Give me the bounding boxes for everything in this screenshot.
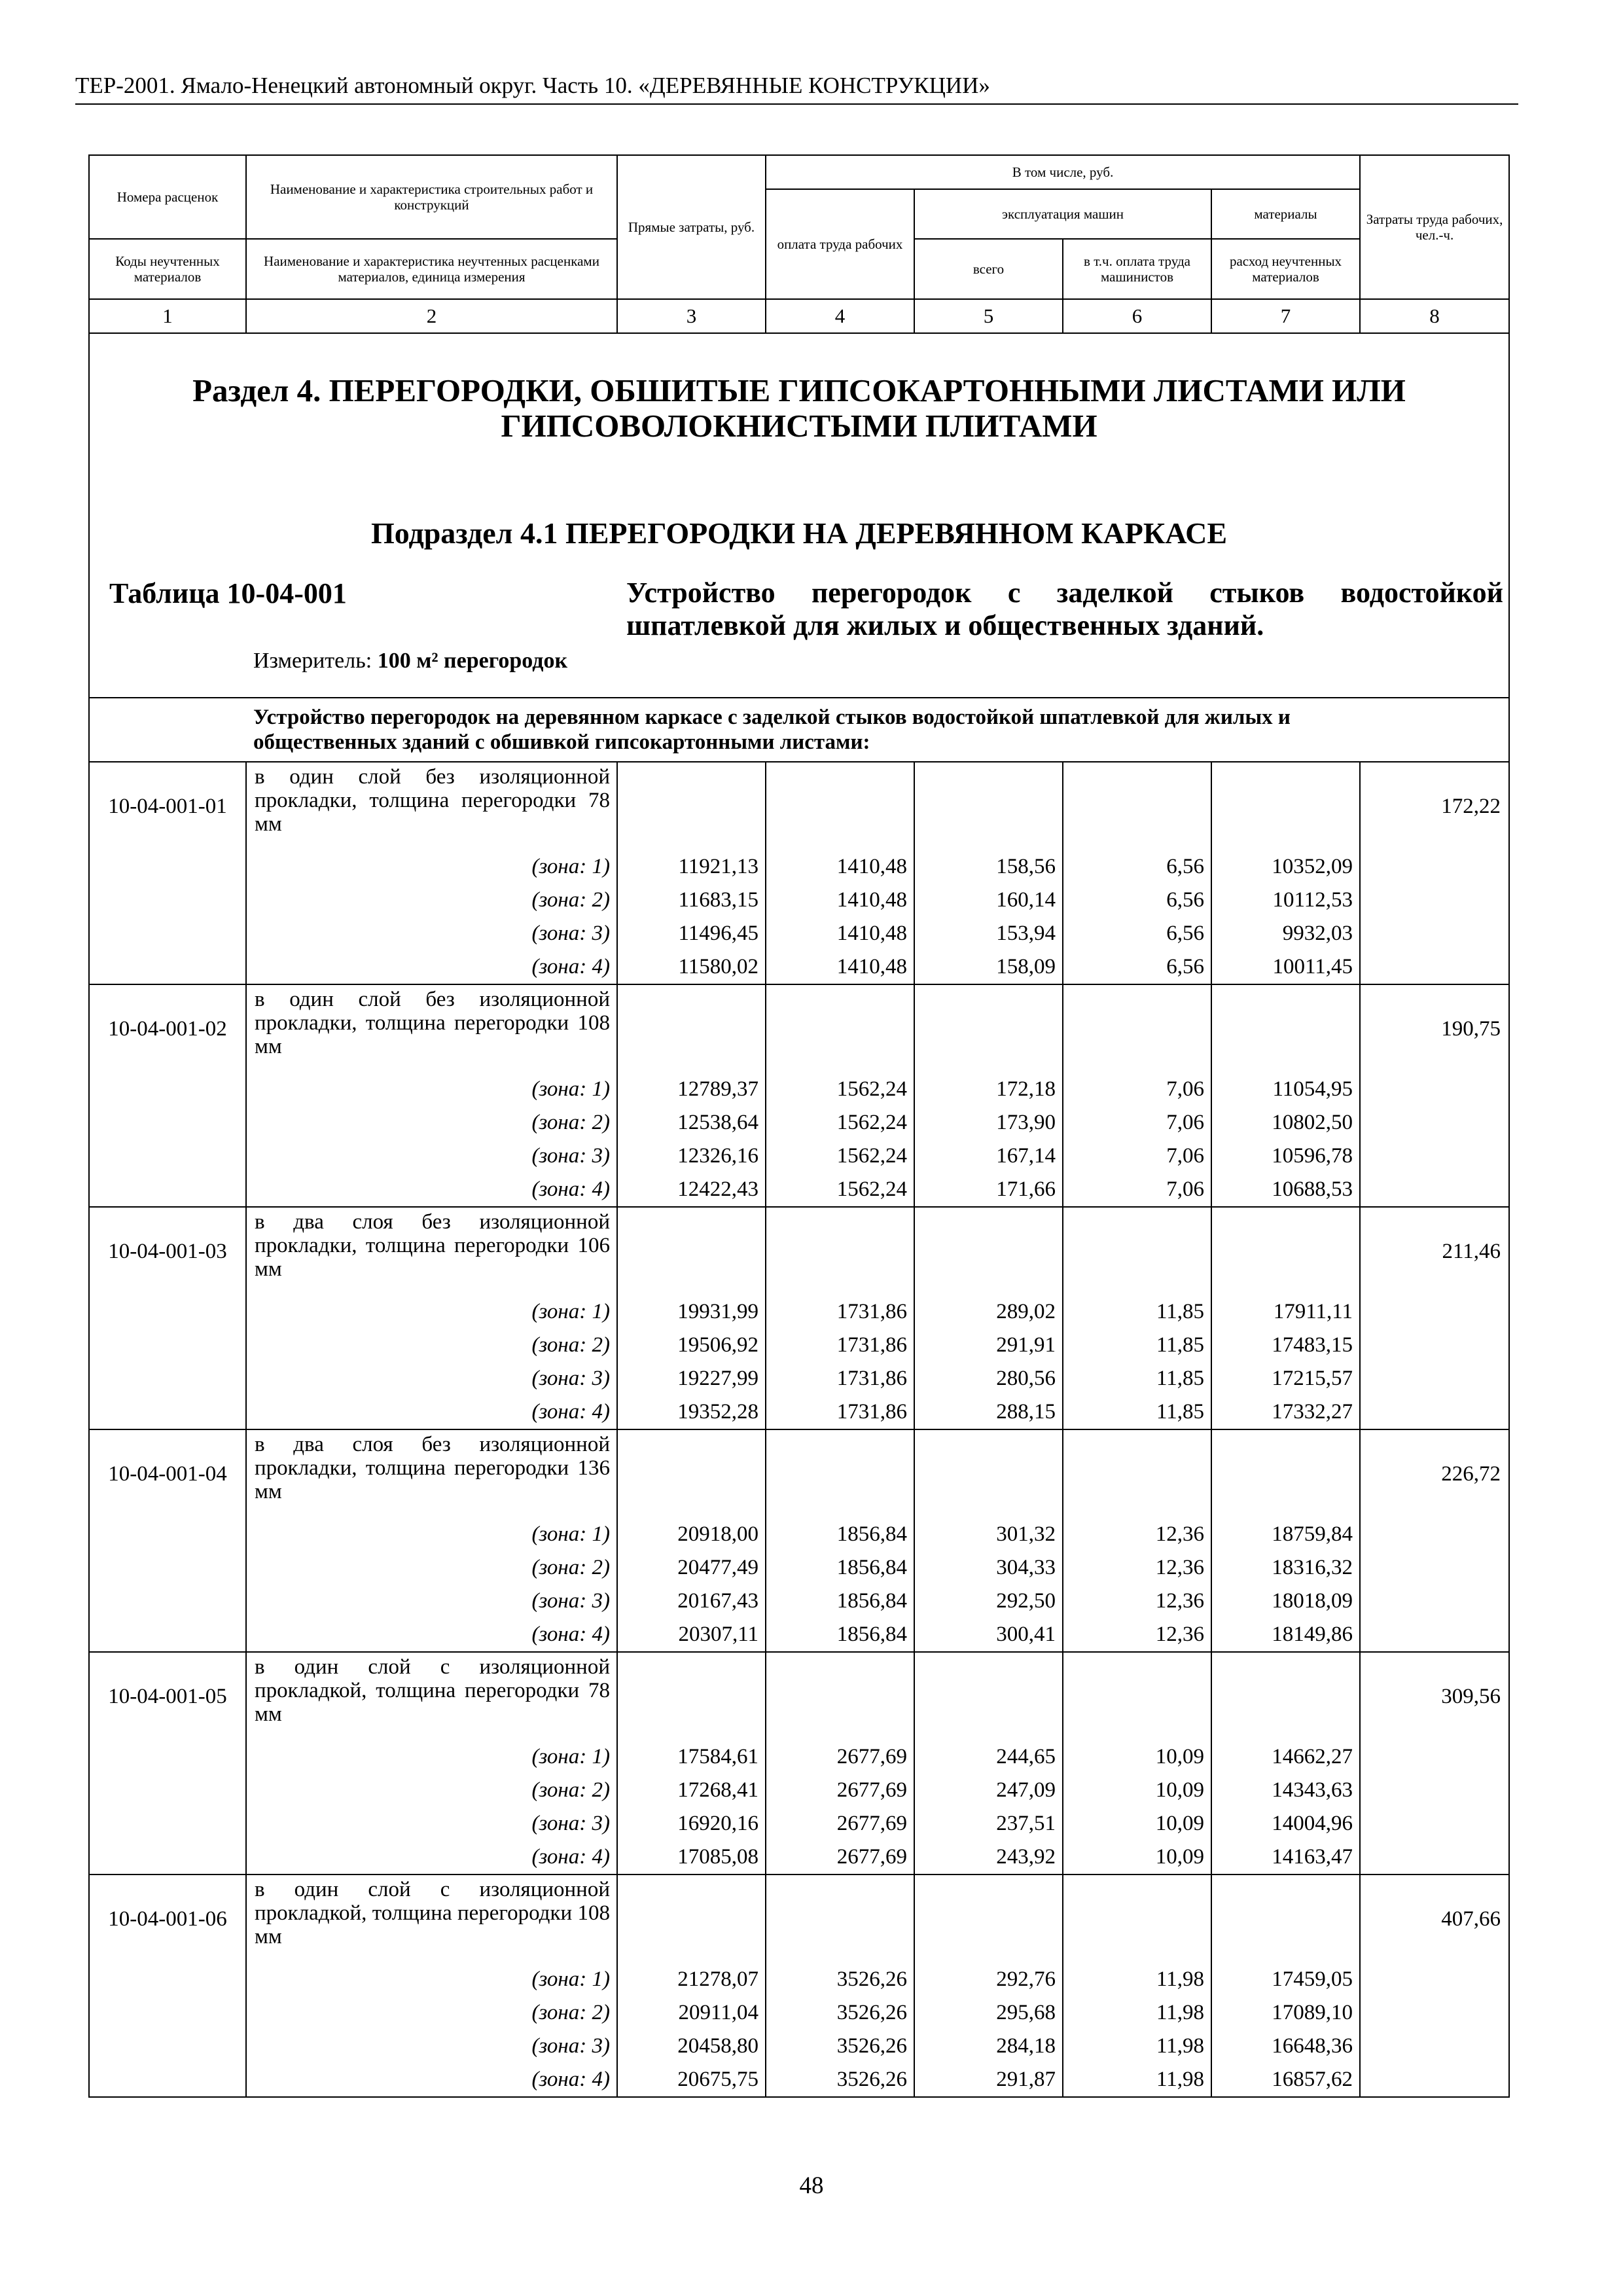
value: 10112,53 <box>1272 888 1353 912</box>
value: 1856,84 <box>836 1589 907 1613</box>
value: 11921,13 <box>678 855 758 878</box>
zone-label: (зона: 1) <box>531 1967 610 1991</box>
col-num: 8 <box>1360 299 1509 333</box>
value: 289,02 <box>996 1300 1056 1323</box>
value: 158,09 <box>996 955 1056 978</box>
value: 17215,57 <box>1272 1367 1353 1390</box>
head-machines: эксплуатация машин <box>914 189 1211 239</box>
zone-label: (зона: 4) <box>531 1400 610 1424</box>
value-cell <box>1063 1652 1211 1874</box>
value: 19506,92 <box>677 1333 758 1357</box>
value: 11,98 <box>1156 2034 1204 2058</box>
col-num: 3 <box>617 299 766 333</box>
value: 14163,47 <box>1272 1845 1353 1869</box>
value: 2677,69 <box>836 1745 907 1768</box>
value: 17483,15 <box>1272 1333 1353 1357</box>
col-num: 1 <box>89 299 246 333</box>
value: 7,06 <box>1166 1077 1204 1101</box>
value-cell <box>617 984 766 1207</box>
value-cell <box>1211 984 1360 1207</box>
value: 10,09 <box>1155 1745 1204 1768</box>
value-cell <box>617 1207 766 1429</box>
value: 304,33 <box>996 1556 1056 1579</box>
value: 12326,16 <box>677 1144 758 1168</box>
value: 291,91 <box>996 1333 1056 1357</box>
work-name: в два слоя без изоляционной прокладки, толщина перегородки 106 мм <box>255 1210 610 1281</box>
col-num: 2 <box>246 299 617 333</box>
value: 12789,37 <box>677 1077 758 1101</box>
zone-label: (зона: 1) <box>531 1745 610 1768</box>
value: 1410,48 <box>836 922 907 945</box>
zone-label: (зона: 4) <box>531 955 610 978</box>
value: 1856,84 <box>836 1556 907 1579</box>
zone-label: (зона: 1) <box>531 1522 610 1546</box>
value: 12,36 <box>1155 1623 1204 1646</box>
value: 171,66 <box>996 1177 1056 1201</box>
labor-value: 172,22 <box>1441 795 1501 818</box>
value: 17089,10 <box>1272 2001 1353 2024</box>
labor-cell <box>1360 984 1509 1207</box>
labor-cell <box>1360 1652 1509 1874</box>
value: 7,06 <box>1166 1111 1204 1134</box>
labor-cell <box>1360 1874 1509 2097</box>
value: 1410,48 <box>836 955 907 978</box>
value: 3526,26 <box>836 1967 907 1991</box>
value-cell <box>914 984 1063 1207</box>
value-cell <box>766 984 914 1207</box>
value: 10,09 <box>1155 1778 1204 1802</box>
value: 14004,96 <box>1272 1812 1353 1835</box>
value: 284,18 <box>996 2034 1056 2058</box>
value: 18759,84 <box>1272 1522 1353 1546</box>
zone-label: (зона: 2) <box>531 1333 610 1357</box>
page-number: 48 <box>799 2172 824 2199</box>
work-name: в один слой с изоляционной прокладкой, толщина перегородки 78 мм <box>255 1655 610 1726</box>
value-cell <box>914 1429 1063 1652</box>
table-description: Устройство перегородок с заделкой стыков водостойкой шпатлевкой для жилых и общественных зданий. <box>626 577 1503 641</box>
value: 16648,36 <box>1272 2034 1353 2058</box>
head-machines-total: всего <box>914 239 1063 299</box>
work-name-cell <box>246 1207 617 1429</box>
value: 11054,95 <box>1272 1077 1353 1101</box>
value: 244,65 <box>996 1745 1056 1768</box>
work-name: в два слоя без изоляционной прокладки, толщина перегородки 136 мм <box>255 1433 610 1503</box>
work-name: в один слой с изоляционной прокладкой, толщина перегородки 108 мм <box>255 1878 610 1948</box>
value-cell <box>766 1652 914 1874</box>
labor-value: 226,72 <box>1441 1462 1501 1486</box>
value: 20458,80 <box>677 2034 758 2058</box>
table-head <box>89 155 1509 333</box>
value: 292,76 <box>996 1967 1056 1991</box>
value: 291,87 <box>996 2068 1056 2091</box>
value: 295,68 <box>996 2001 1056 2024</box>
value-cell <box>617 1652 766 1874</box>
value: 11683,15 <box>678 888 758 912</box>
value: 16920,16 <box>677 1812 758 1835</box>
labor-cell <box>1360 1207 1509 1429</box>
work-name-cell <box>246 1429 617 1652</box>
value: 1856,84 <box>836 1522 907 1546</box>
measure-value: 100 м² перегородок <box>377 649 568 673</box>
value: 17268,41 <box>677 1778 758 1802</box>
value: 21278,07 <box>677 1967 758 1991</box>
labor-value: 407,66 <box>1441 1907 1501 1931</box>
value: 10802,50 <box>1272 1111 1353 1134</box>
head-materials-sub: расход неучтенных материалов <box>1211 239 1360 299</box>
value-cell <box>766 1429 914 1652</box>
zone-label: (зона: 3) <box>531 1367 610 1390</box>
value-cell <box>617 1429 766 1652</box>
value: 3526,26 <box>836 2068 907 2091</box>
value: 158,56 <box>996 855 1056 878</box>
value: 1731,86 <box>836 1300 907 1323</box>
zone-label: (зона: 1) <box>531 1077 610 1101</box>
value: 10352,09 <box>1272 855 1353 878</box>
value: 6,56 <box>1166 955 1204 978</box>
measure-unit <box>253 649 567 673</box>
value: 20307,11 <box>678 1623 758 1646</box>
table-label: Таблица 10-04-001 <box>109 577 347 609</box>
head-col1-bottom: Коды неучтенных материалов <box>89 239 246 299</box>
rate-code-text: 10-04-001-02 <box>108 1017 227 1041</box>
value: 237,51 <box>996 1812 1056 1835</box>
value-cell <box>914 1652 1063 1874</box>
head-including: В том числе, руб. <box>766 155 1360 189</box>
rates-table <box>88 154 1510 2098</box>
value: 10596,78 <box>1272 1144 1353 1168</box>
value: 17459,05 <box>1272 1967 1353 1991</box>
table-row <box>89 1429 1509 1652</box>
zone-label: (зона: 2) <box>531 1778 610 1802</box>
value: 2677,69 <box>836 1778 907 1802</box>
value: 1856,84 <box>836 1623 907 1646</box>
zone-label: (зона: 4) <box>531 1623 610 1646</box>
zone-label: (зона: 3) <box>531 1589 610 1613</box>
work-name-cell <box>246 1652 617 1874</box>
zone-label: (зона: 1) <box>531 1300 610 1323</box>
value: 1731,86 <box>836 1333 907 1357</box>
head-direct-costs: Прямые затраты, руб. <box>617 155 766 299</box>
col-num: 4 <box>766 299 914 333</box>
value: 20167,43 <box>677 1589 758 1613</box>
value: 172,18 <box>996 1077 1056 1101</box>
value-cell <box>1211 1429 1360 1652</box>
zone-label: (зона: 2) <box>531 2001 610 2024</box>
table-caption <box>90 550 1508 681</box>
value: 11,85 <box>1156 1333 1204 1357</box>
labor-cell <box>1360 1429 1509 1652</box>
section-title <box>90 334 1508 444</box>
value: 167,14 <box>996 1144 1056 1168</box>
value-cell <box>914 1874 1063 2097</box>
rate-code <box>89 1429 246 1652</box>
rate-code-text: 10-04-001-01 <box>108 795 227 818</box>
value-cell <box>1211 1874 1360 2097</box>
labor-cell <box>1360 762 1509 984</box>
value-cell <box>914 1207 1063 1429</box>
value: 153,94 <box>996 922 1056 945</box>
head-col2-top: Наименование и характеристика строительных работ и конструкций <box>246 155 617 239</box>
intro-text: Устройство перегородок на деревянном каркасе с заделкой стыков водостойкой шпатлевкой для жилых и общественных зданий с обшивкой гипсокартонными листами: <box>89 698 1509 762</box>
value: 6,56 <box>1166 922 1204 945</box>
value: 2677,69 <box>836 1845 907 1869</box>
value: 18149,86 <box>1272 1623 1353 1646</box>
value-cell <box>617 762 766 984</box>
value-cell <box>1063 1874 1211 2097</box>
zone-label: (зона: 2) <box>531 1111 610 1134</box>
work-name: в один слой без изоляционной прокладки, толщина перегородки 78 мм <box>255 765 610 836</box>
value-cell <box>1063 762 1211 984</box>
value: 280,56 <box>996 1367 1056 1390</box>
zone-label: (зона: 4) <box>531 2068 610 2091</box>
value: 9932,03 <box>1282 922 1353 945</box>
work-name-cell <box>246 984 617 1207</box>
value: 12422,43 <box>677 1177 758 1201</box>
zone-label: (зона: 3) <box>531 1812 610 1835</box>
value: 11,98 <box>1156 2068 1204 2091</box>
value-cell <box>617 1874 766 2097</box>
value: 10011,45 <box>1272 955 1353 978</box>
section-title-line-2: ГИПСОВОЛОКНИСТЫМИ ПЛИТАМИ <box>501 408 1097 444</box>
value: 10,09 <box>1155 1812 1204 1835</box>
measure-label: Измеритель: <box>253 649 378 673</box>
value: 18018,09 <box>1272 1589 1353 1613</box>
labor-value: 309,56 <box>1441 1685 1501 1708</box>
rate-code-text: 10-04-001-04 <box>108 1462 227 1486</box>
value: 6,56 <box>1166 855 1204 878</box>
work-name: в один слой без изоляционной прокладки, толщина перегородки 108 мм <box>255 988 610 1058</box>
rate-code <box>89 984 246 1207</box>
value: 300,41 <box>996 1623 1056 1646</box>
table-row <box>89 762 1509 984</box>
value: 3526,26 <box>836 2034 907 2058</box>
col-num: 5 <box>914 299 1063 333</box>
rate-code-text: 10-04-001-06 <box>108 1907 227 1931</box>
head-col1-top: Номера расценок <box>89 155 246 239</box>
table-body <box>89 762 1509 2097</box>
value: 1562,24 <box>836 1144 907 1168</box>
value: 3526,26 <box>836 2001 907 2024</box>
value: 12,36 <box>1155 1589 1204 1613</box>
head-wages: оплата труда рабочих <box>766 189 914 299</box>
value: 17911,11 <box>1273 1300 1353 1323</box>
work-name-cell <box>246 1874 617 2097</box>
value: 20918,00 <box>677 1522 758 1546</box>
zone-label: (зона: 4) <box>531 1177 610 1201</box>
table-row <box>89 1207 1509 1429</box>
value: 7,06 <box>1166 1144 1204 1168</box>
value: 10688,53 <box>1272 1177 1353 1201</box>
value: 243,92 <box>996 1845 1056 1869</box>
value: 1731,86 <box>836 1367 907 1390</box>
value: 12,36 <box>1155 1522 1204 1546</box>
value-cell <box>1063 1429 1211 1652</box>
head-machines-wages: в т.ч. оплата труда машинистов <box>1063 239 1211 299</box>
value: 11496,45 <box>678 922 758 945</box>
value: 1562,24 <box>836 1177 907 1201</box>
value: 173,90 <box>996 1111 1056 1134</box>
value-cell <box>1063 1207 1211 1429</box>
table-row <box>89 1652 1509 1874</box>
value: 1562,24 <box>836 1077 907 1101</box>
running-header: ТЕР-2001. Ямало-Ненецкий автономный округ. Часть 10. «ДЕРЕВЯННЫЕ КОНСТРУКЦИИ» <box>75 71 1518 105</box>
value: 7,06 <box>1166 1177 1204 1201</box>
value-cell <box>766 762 914 984</box>
section-heading-cell <box>89 333 1509 698</box>
value: 11,85 <box>1156 1367 1204 1390</box>
labor-value: 190,75 <box>1441 1017 1501 1041</box>
value: 10,09 <box>1155 1845 1204 1869</box>
section-title-line-1: Раздел 4. ПЕРЕГОРОДКИ, ОБШИТЫЕ ГИПСОКАРТОННЫМИ ЛИСТАМИ ИЛИ <box>192 372 1406 408</box>
value: 20675,75 <box>677 2068 758 2091</box>
rate-code <box>89 1874 246 2097</box>
work-name-cell <box>246 762 617 984</box>
section-block <box>89 333 1509 762</box>
zone-label: (зона: 2) <box>531 1556 610 1579</box>
value-cell <box>1211 1207 1360 1429</box>
value: 1410,48 <box>836 888 907 912</box>
value: 16857,62 <box>1272 2068 1353 2091</box>
value: 11580,02 <box>678 955 758 978</box>
zone-label: (зона: 3) <box>531 2034 610 2058</box>
zone-label: (зона: 2) <box>531 888 610 912</box>
rate-code-text: 10-04-001-03 <box>108 1240 227 1263</box>
value: 12538,64 <box>677 1111 758 1134</box>
value: 11,98 <box>1156 2001 1204 2024</box>
value: 17332,27 <box>1272 1400 1353 1424</box>
value: 1562,24 <box>836 1111 907 1134</box>
value: 6,56 <box>1166 888 1204 912</box>
value-cell <box>1211 762 1360 984</box>
column-numbers <box>89 299 1509 333</box>
rate-code <box>89 762 246 984</box>
rate-code <box>89 1207 246 1429</box>
value: 18316,32 <box>1272 1556 1353 1579</box>
value: 1731,86 <box>836 1400 907 1424</box>
table-row <box>89 984 1509 1207</box>
value-cell <box>1211 1652 1360 1874</box>
head-materials: материалы <box>1211 189 1360 239</box>
labor-value: 211,46 <box>1442 1240 1501 1263</box>
value: 292,50 <box>996 1589 1056 1613</box>
zone-label: (зона: 4) <box>531 1845 610 1869</box>
value: 160,14 <box>996 888 1056 912</box>
col-num: 6 <box>1063 299 1211 333</box>
value-cell <box>766 1874 914 2097</box>
value: 20477,49 <box>677 1556 758 1579</box>
value: 11,98 <box>1156 1967 1204 1991</box>
value: 247,09 <box>996 1778 1056 1802</box>
value: 301,32 <box>996 1522 1056 1546</box>
value: 20911,04 <box>678 2001 758 2024</box>
value: 17584,61 <box>677 1745 758 1768</box>
value-cell <box>914 762 1063 984</box>
value: 19352,28 <box>677 1400 758 1424</box>
value: 14343,63 <box>1272 1778 1353 1802</box>
value: 14662,27 <box>1272 1745 1353 1768</box>
value-cell <box>1063 984 1211 1207</box>
value: 17085,08 <box>677 1845 758 1869</box>
table-row <box>89 1874 1509 2097</box>
head-col2-bottom: Наименование и характеристика неучтенных расценками материалов, единица измерения <box>246 239 617 299</box>
value: 19931,99 <box>677 1300 758 1323</box>
value: 2677,69 <box>836 1812 907 1835</box>
zone-label: (зона: 3) <box>531 1144 610 1168</box>
value: 19227,99 <box>677 1367 758 1390</box>
value-cell <box>766 1207 914 1429</box>
value: 1410,48 <box>836 855 907 878</box>
value: 288,15 <box>996 1400 1056 1424</box>
rate-code <box>89 1652 246 1874</box>
zone-label: (зона: 3) <box>531 922 610 945</box>
rate-code-text: 10-04-001-05 <box>108 1685 227 1708</box>
head-labor: Затраты труда рабочих, чел.-ч. <box>1360 155 1509 299</box>
subsection-title: Подраздел 4.1 ПЕРЕГОРОДКИ НА ДЕРЕВЯННОМ КАРКАСЕ <box>371 516 1228 550</box>
zone-label: (зона: 1) <box>531 855 610 878</box>
value: 11,85 <box>1156 1400 1204 1424</box>
value: 12,36 <box>1155 1556 1204 1579</box>
value: 11,85 <box>1156 1300 1204 1323</box>
col-num: 7 <box>1211 299 1360 333</box>
